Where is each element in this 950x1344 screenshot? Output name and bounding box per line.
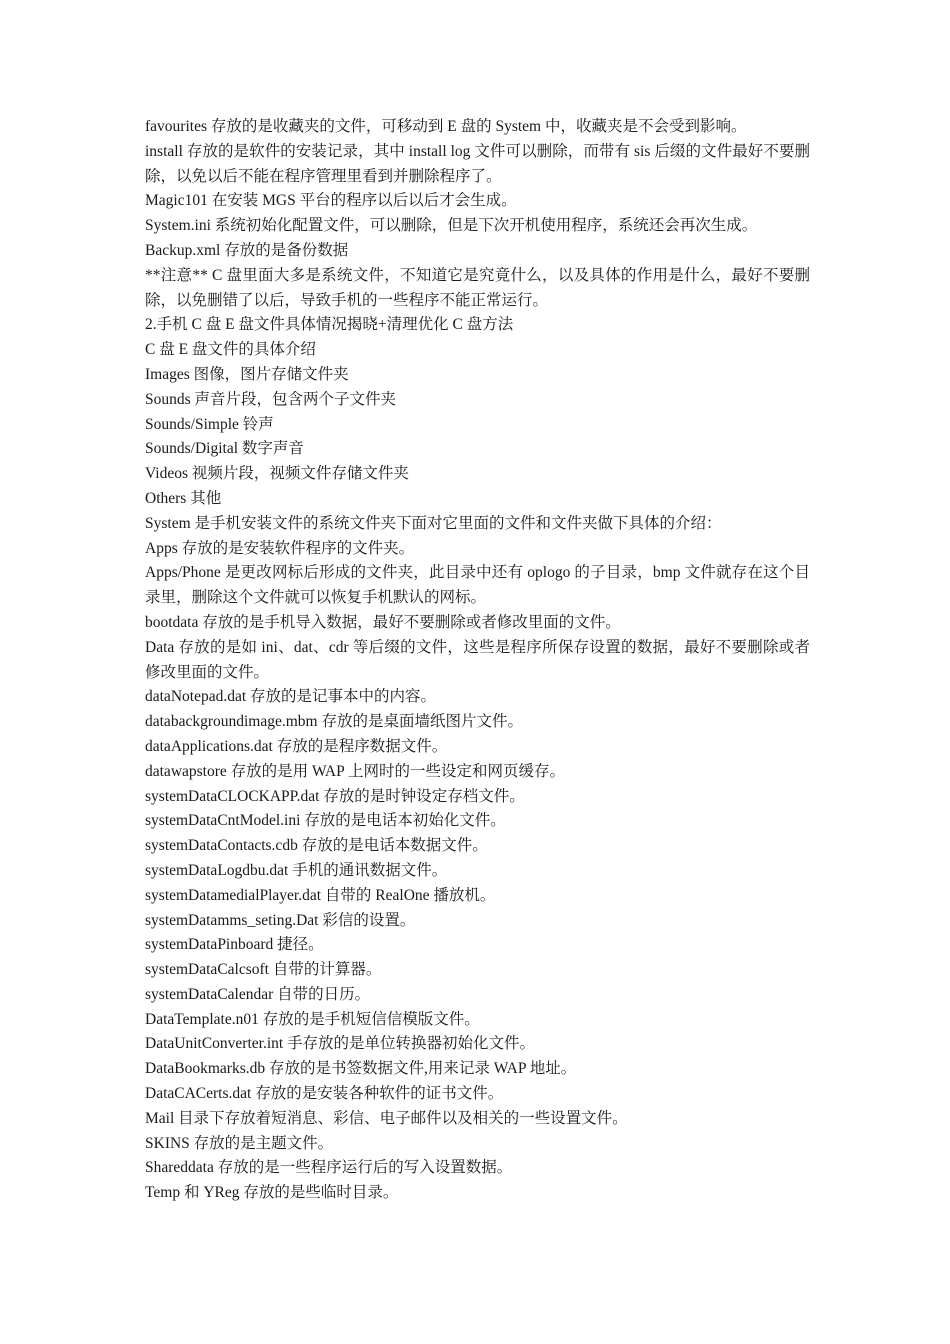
paragraph-skins: SKINS 存放的是主题文件。 [145,1134,334,1152]
paragraph-clockapp: systemDataCLOCKAPP.dat 存放的是时钟设定存档文件。 [145,787,525,805]
paragraph-sounds: Sounds 声音片段，包含两个子文件夹 [145,390,397,408]
paragraph-apps-phone: Apps/Phone 是更改网标后形成的文件夹，此目录中还有 oplogo 的子目录，bmp 文件就存在这个目录里，删除这个文件就可以恢复手机默认的网标。 [145,564,810,607]
paragraph-bootdata: bootdata 存放的是手机导入数据，最好不要删除或者修改里面的文件。 [145,613,621,631]
paragraph-contacts: systemDataContacts.cdb 存放的是电话本数据文件。 [145,837,488,855]
paragraph-mms-seting: systemDatamms_seting.Dat 彩信的设置。 [145,911,416,929]
paragraph-databackgroundimage: databackgroundimage.mbm 存放的是桌面墙纸图片文件。 [145,713,523,731]
paragraph-bookmarks: DataBookmarks.db 存放的是书签数据文件,用来记录 WAP 地址。 [145,1060,577,1078]
paragraph-cacerts: DataCACerts.dat 存放的是安装各种软件的证书文件。 [145,1085,504,1103]
paragraph-system: System 是手机安装文件的系统文件夹下面对它里面的文件和文件夹做下具体的介绍： [145,514,722,532]
paragraph-pinboard: systemDataPinboard 捷径。 [145,936,324,954]
paragraph-calcsoft: systemDataCalcsoft 自带的计算器。 [145,961,382,979]
paragraph-cntmodel: systemDataCntModel.ini 存放的是电话本初始化文件。 [145,812,506,830]
paragraph-unitconverter: DataUnitConverter.int 手存放的是单位转换器初始化文件。 [145,1035,536,1053]
paragraph-template: DataTemplate.n01 存放的是手机短信信模版文件。 [145,1010,480,1028]
paragraph-install: install 存放的是软件的安装记录，其中 install log 文件可以删除，而带有 sis 后缀的文件最好不要删除，以免以后不能在程序管理里看到并删除程序了。 [145,142,810,185]
paragraph-dataapplications: dataApplications.dat 存放的是程序数据文件。 [145,737,448,755]
paragraph-magic101: Magic101 在安装 MGS 平台的程序以后以后才会生成。 [145,192,517,210]
paragraph-datanotepad: dataNotepad.dat 存放的是记事本中的内容。 [145,688,437,706]
paragraph-calendar: systemDataCalendar 自带的日历。 [145,985,371,1003]
paragraph-videos: Videos 视频片段，视频文件存储文件夹 [145,465,409,483]
paragraph-temp-yreg: Temp 和 YReg 存放的是些临时目录。 [145,1184,399,1202]
paragraph-sounds-simple: Sounds/Simple 铃声 [145,415,274,433]
section-heading: 2.手机 C 盘 E 盘文件具体情况揭晓+清理优化 C 盘方法 [145,316,514,334]
paragraph-favourites: favourites 存放的是收藏夹的文件，可移动到 E 盘的 System 中，收藏夹是不会受到影响。 [145,118,747,135]
paragraph-images: Images 图像，图片存储文件夹 [145,365,349,383]
paragraph-note: **注意** C 盘里面大多是系统文件，不知道它是究竟什么，以及具体的作用是什么，最好不要删除，以免删错了以后，导致手机的一些程序不能正常运行。 [145,266,810,309]
document-body [145,115,810,1206]
paragraph-logdbu: systemDataLogdbu.dat 手机的通讯数据文件。 [145,861,448,879]
paragraph-datawapstore: datawapstore 存放的是用 WAP 上网时的一些设定和网页缓存。 [145,762,566,780]
paragraph-mediaplayer: systemDatamedialPlayer.dat 自带的 RealOne 播放机。 [145,886,496,904]
paragraph-shareddata: Shareddata 存放的是一些程序运行后的写入设置数据。 [145,1159,513,1177]
subsection-heading: C 盘 E 盘文件的具体介绍 [145,341,316,359]
paragraph-apps: Apps 存放的是安装软件程序的文件夹。 [145,539,415,557]
paragraph-data: Data 存放的是如 ini、dat、cdr 等后缀的文件，这些是程序所保存设置的数据，最好不要删除或者修改里面的文件。 [145,638,810,681]
paragraph-mail: Mail 目录下存放着短消息、彩信、电子邮件以及相关的一些设置文件。 [145,1109,628,1127]
paragraph-system-ini: System.ini 系统初始化配置文件，可以删除，但是下次开机使用程序，系统还会再次生成。 [145,217,758,235]
paragraph-backup-xml: Backup.xml 存放的是备份数据 [145,241,349,259]
paragraph-sounds-digital: Sounds/Digital 数字声音 [145,440,304,458]
paragraph-others: Others 其他 [145,489,222,507]
